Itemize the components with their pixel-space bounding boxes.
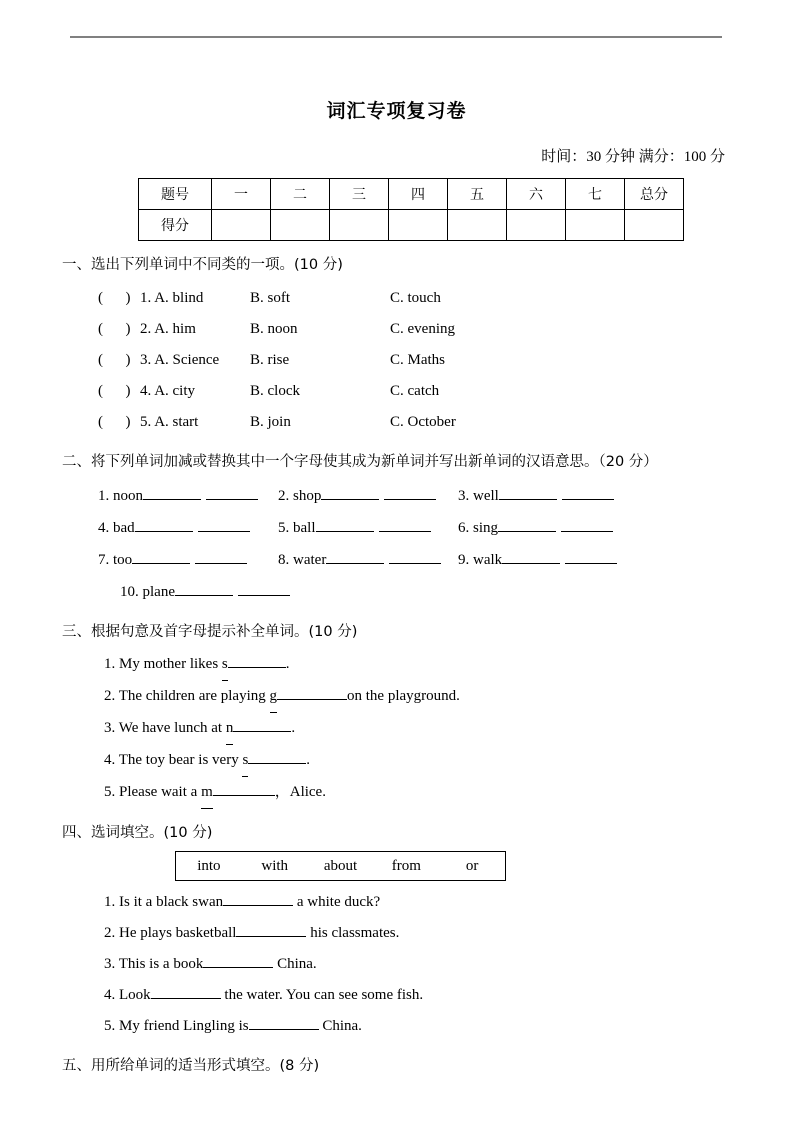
list-item	[104, 918, 793, 949]
list-item	[104, 777, 793, 809]
answer-blank[interactable]	[249, 1015, 319, 1030]
choice-a-label[interactable]: A. Science	[154, 351, 220, 368]
word-label: water	[293, 551, 327, 568]
answer-blank[interactable]	[213, 781, 275, 796]
item-number: 4.	[140, 382, 152, 399]
item-number: 1.	[104, 656, 116, 673]
list-item	[104, 745, 793, 777]
score-cell-5[interactable]	[448, 210, 507, 241]
item-number: 1.	[104, 894, 116, 910]
table-row-scores	[139, 210, 684, 241]
answer-blank[interactable]	[502, 549, 560, 564]
score-table-container	[0, 178, 793, 241]
section-four	[0, 823, 793, 1042]
sentence-before: My friend Lingling is	[119, 1018, 249, 1034]
list-item	[98, 512, 793, 544]
item-number: 2.	[278, 487, 290, 504]
section-two	[0, 452, 793, 608]
word-bank-option-from[interactable]: from	[391, 857, 421, 874]
choice-a-label[interactable]: A. blind	[154, 289, 204, 306]
score-cell-6[interactable]	[507, 210, 566, 241]
list-item	[104, 649, 793, 681]
item-number: 10.	[120, 583, 139, 600]
list-item	[104, 887, 793, 918]
score-table-col-6: 六	[507, 179, 566, 210]
answer-bracket[interactable]: ( )	[98, 320, 131, 337]
word-bank-container	[0, 851, 793, 881]
answer-blank[interactable]	[175, 581, 233, 596]
word-bank-option-with[interactable]: with	[261, 857, 289, 874]
word-item-7	[98, 544, 278, 576]
item-number: 5.	[104, 1018, 116, 1034]
list-item	[0, 283, 793, 314]
word-label: too	[113, 551, 133, 568]
sentence-before: My mother likes	[119, 656, 222, 673]
list-item	[104, 1011, 793, 1042]
word-item-6	[458, 512, 638, 544]
item-number: 9.	[458, 551, 470, 568]
word-item-5	[278, 512, 458, 544]
sentence-after: a white duck?	[293, 894, 381, 910]
item-number: 6.	[458, 519, 470, 536]
item-number: 5.	[104, 784, 116, 801]
sentence-before: Please wait a	[119, 784, 202, 801]
list-item	[98, 576, 793, 608]
meaning-blank[interactable]	[206, 485, 258, 500]
item-number: 2.	[104, 688, 116, 705]
meaning-blank[interactable]	[238, 581, 290, 596]
initial-hint: s	[242, 745, 248, 777]
sentence-after: .	[291, 720, 296, 737]
score-table-col-1: 一	[212, 179, 271, 210]
list-item	[0, 314, 793, 345]
section-three-heading: 三、根据句意及首字母提示补全单词。(10 分)	[62, 623, 358, 640]
word-item-4	[98, 512, 278, 544]
initial-hint: g	[270, 681, 278, 713]
score-table-col-5: 五	[448, 179, 507, 210]
choice-b[interactable]: B. rise	[250, 351, 290, 368]
choice-a	[140, 283, 250, 314]
score-table-row-label-0: 题号	[139, 179, 212, 210]
item-number: 1.	[98, 487, 110, 504]
score-cell-1[interactable]	[212, 210, 271, 241]
sentence-before: Look	[119, 987, 151, 1003]
score-table	[138, 178, 684, 241]
page-title: 词汇专项复习卷	[326, 100, 467, 122]
section-two-heading: 二、将下列单词加减或替换其中一个字母使其成为新单词并写出新单词的汉语意思。（20 分）	[62, 453, 658, 470]
score-table-col-4: 四	[389, 179, 448, 210]
sentence-after: ，Alice.	[274, 784, 326, 801]
section-four-items	[0, 887, 793, 1042]
item-number: 7.	[98, 551, 110, 568]
choice-a	[140, 314, 250, 345]
item-number: 4.	[104, 987, 116, 1003]
meaning-blank[interactable]	[565, 549, 617, 564]
meaning-blank[interactable]	[379, 517, 431, 532]
section-four-heading: 四、选词填空。(10 分)	[62, 825, 213, 842]
choice-c[interactable]: C. Maths	[390, 351, 446, 368]
answer-blank[interactable]	[135, 517, 193, 532]
answer-bracket[interactable]: ( )	[98, 413, 131, 430]
answer-blank[interactable]	[236, 922, 306, 937]
list-item	[104, 949, 793, 980]
list-item	[104, 713, 793, 745]
word-bank-option-or[interactable]: or	[465, 857, 479, 874]
sentence-before: Is it a black swan	[119, 894, 224, 910]
item-number: 5.	[278, 519, 290, 536]
answer-blank[interactable]	[203, 953, 273, 968]
sentence-after: on the playground.	[347, 688, 460, 705]
answer-blank[interactable]	[233, 717, 291, 732]
meaning-blank[interactable]	[384, 485, 436, 500]
answer-blank[interactable]	[151, 984, 221, 999]
score-table-col-total: 总分	[625, 179, 684, 210]
list-item	[0, 345, 793, 376]
item-number: 2.	[140, 320, 152, 337]
sentence-before: He plays basketball	[119, 925, 237, 941]
initial-hint: m	[201, 777, 213, 809]
answer-blank[interactable]	[248, 749, 306, 764]
sentence-after: China.	[273, 956, 317, 972]
sentence-before: This is a book	[118, 956, 204, 972]
choice-a-label[interactable]: A. city	[154, 382, 196, 399]
choice-a	[140, 407, 250, 438]
word-item-10	[98, 576, 300, 608]
choice-b[interactable]: B. noon	[250, 320, 298, 337]
sentence-after: .	[306, 752, 311, 769]
choice-c[interactable]: C. touch	[390, 289, 441, 306]
answer-bracket[interactable]: ( )	[98, 351, 131, 368]
word-label: shop	[293, 487, 322, 504]
list-item	[0, 376, 793, 407]
table-row-question-numbers	[139, 179, 684, 210]
sentence-after: China.	[318, 1018, 362, 1034]
word-label: well	[473, 487, 499, 504]
sentence-after: the water. You can see some fish.	[220, 987, 424, 1003]
initial-hint: s	[222, 649, 228, 681]
word-label: bad	[113, 519, 135, 536]
answer-blank[interactable]	[277, 685, 347, 700]
sentence-before: We have lunch at	[118, 720, 226, 737]
section-three	[0, 622, 793, 810]
section-two-items	[0, 480, 793, 608]
item-number: 3.	[140, 351, 152, 368]
item-number: 3.	[458, 487, 470, 504]
list-item	[104, 980, 793, 1011]
choice-c[interactable]: C. October	[390, 413, 456, 430]
score-cell-total[interactable]	[625, 210, 684, 241]
word-bank-option-about[interactable]: about	[323, 857, 358, 874]
score-table-row-label-1: 得分	[139, 210, 212, 241]
word-item-2	[278, 480, 458, 512]
choice-a-label[interactable]: A. start	[154, 413, 199, 430]
item-number: 4.	[98, 519, 110, 536]
word-label: ball	[293, 519, 316, 536]
meaning-blank[interactable]	[562, 485, 614, 500]
item-number: 3.	[104, 720, 116, 737]
section-one	[0, 255, 793, 438]
section-three-items	[0, 649, 793, 809]
answer-blank[interactable]	[498, 517, 556, 532]
meaning-blank[interactable]	[561, 517, 613, 532]
word-item-8	[278, 544, 458, 576]
answer-blank[interactable]	[321, 485, 379, 500]
word-bank-option-into[interactable]: into	[197, 857, 221, 874]
choice-c[interactable]: C. catch	[390, 382, 440, 399]
choice-b[interactable]: B. soft	[250, 289, 291, 306]
choice-b[interactable]: B. clock	[250, 382, 300, 399]
score-cell-2[interactable]	[271, 210, 330, 241]
choice-a	[140, 376, 250, 407]
meaning-blank[interactable]	[198, 517, 250, 532]
choice-a	[140, 345, 250, 376]
word-item-9	[458, 544, 638, 576]
exam-meta-info: 时间：30 分钟 满分：100 分	[541, 149, 725, 165]
score-table-col-7: 七	[566, 179, 625, 210]
answer-blank[interactable]	[132, 549, 190, 564]
list-item	[0, 407, 793, 438]
score-cell-3[interactable]	[330, 210, 389, 241]
word-item-3	[458, 480, 638, 512]
sentence-after: his classmates.	[306, 925, 400, 941]
word-bank	[175, 851, 506, 881]
choice-c[interactable]: C. evening	[390, 320, 455, 337]
score-table-col-2: 二	[271, 179, 330, 210]
section-one-heading: 一、选出下列单词中不同类的一项。(10 分)	[62, 257, 343, 273]
item-number: 2.	[104, 925, 116, 941]
word-label: sing	[473, 519, 499, 536]
word-label: noon	[113, 487, 143, 504]
word-item-1	[98, 480, 278, 512]
sentence-before: The toy bear is very	[118, 752, 243, 769]
answer-blank[interactable]	[326, 549, 384, 564]
sentence-after: .	[285, 656, 290, 673]
sentence-before: The children are playing	[118, 688, 270, 705]
answer-bracket[interactable]: ( )	[98, 382, 131, 399]
word-label: walk	[473, 551, 503, 568]
answer-blank[interactable]	[143, 485, 201, 500]
section-one-items	[0, 283, 793, 438]
list-item	[104, 681, 793, 713]
answer-blank[interactable]	[223, 891, 293, 906]
meaning-blank[interactable]	[195, 549, 247, 564]
score-cell-7[interactable]	[566, 210, 625, 241]
item-number: 8.	[278, 551, 290, 568]
answer-blank[interactable]	[228, 653, 286, 668]
item-number: 5.	[140, 413, 152, 430]
item-number: 1.	[140, 289, 152, 306]
section-five-heading: 五、用所给单词的适当形式填空。(8 分)	[62, 1058, 320, 1074]
word-label: plane	[142, 583, 175, 600]
answer-bracket[interactable]: ( )	[98, 289, 131, 306]
item-number: 3.	[104, 956, 116, 972]
list-item	[98, 544, 793, 576]
answer-blank[interactable]	[499, 485, 557, 500]
score-table-col-3: 三	[330, 179, 389, 210]
meaning-blank[interactable]	[389, 549, 441, 564]
answer-blank[interactable]	[316, 517, 374, 532]
section-five	[0, 1056, 793, 1078]
score-cell-4[interactable]	[389, 210, 448, 241]
item-number: 4.	[104, 752, 116, 769]
choice-b[interactable]: B. join	[250, 413, 291, 430]
initial-hint: n	[226, 713, 234, 745]
choice-a-label[interactable]: A. him	[154, 320, 196, 337]
list-item	[98, 480, 793, 512]
